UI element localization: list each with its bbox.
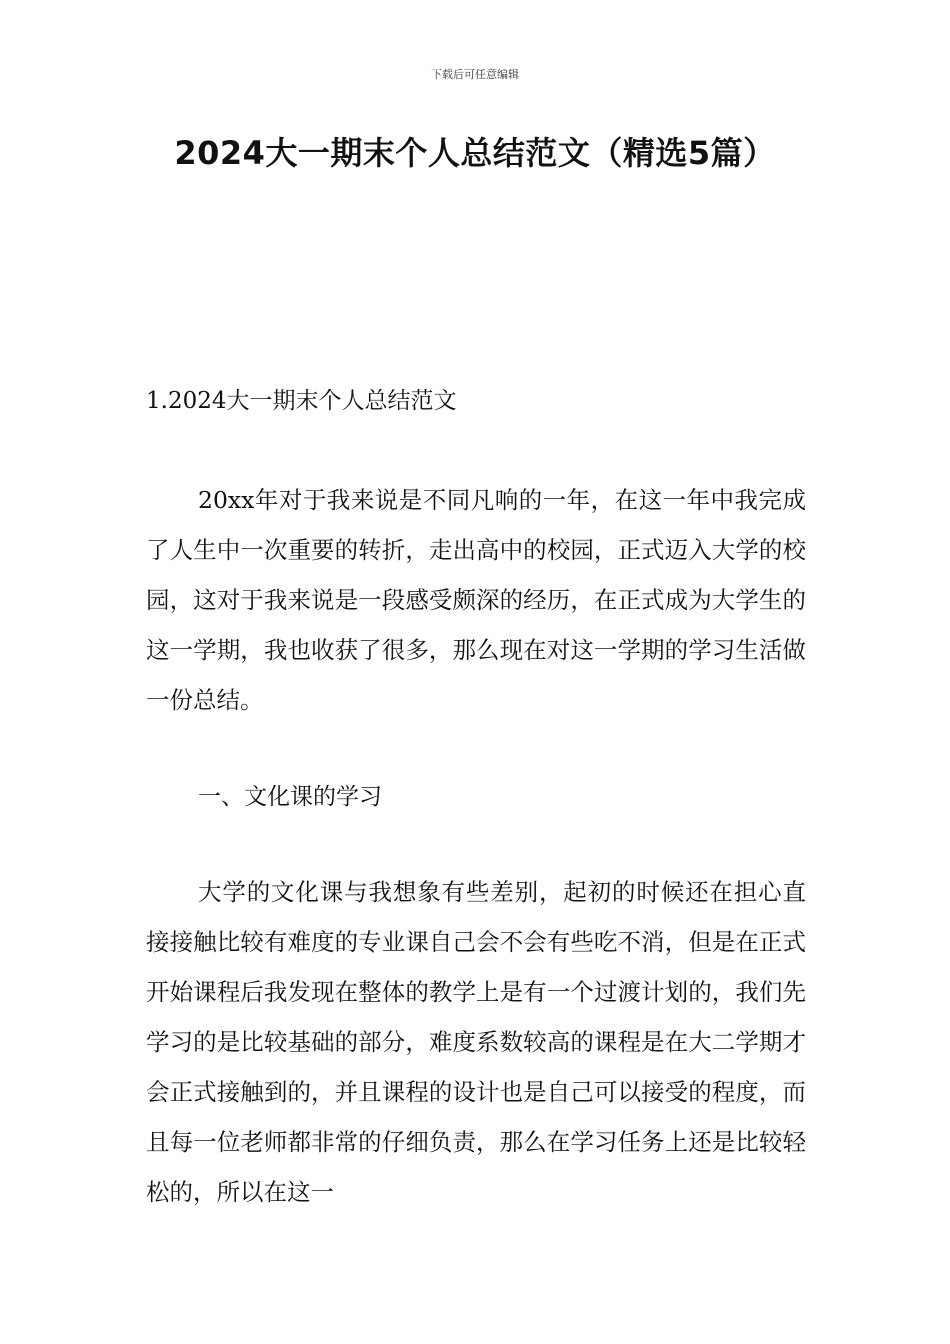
- document-title: 2024大一期末个人总结范文（精选5篇）: [174, 134, 776, 172]
- page-header-note: 下载后可任意编辑: [431, 68, 519, 81]
- section-heading: 1.2024大一期末个人总结范文: [146, 388, 457, 414]
- paragraph-1: 20xx年对于我来说是不同凡响的一年，在这一年中我完成了人生中一次重要的转折，走出高中的校园，正式迈入大学的校园，这对于我来说是一段感受颇深的经历，在正式成为大学生的这一学期，我也收获了很多，那么现在对这一学期的学习生活做一份总结。: [146, 486, 806, 714]
- subheading-culture-courses: 一、文化课的学习: [198, 784, 382, 810]
- paragraph-2: 大学的文化课与我想象有些差别，起初的时候还在担心直接接触比较有难度的专业课自己会不会有些吃不消，但是在正式开始课程后我发现在整体的教学上是有一个过渡计划的，我们先学习的是比较基础的部分，难度系数较高的课程是在大二学期才会正式接触到的，并且课程的设计也是自己可以接受的程度，而且每一位老师都非常的仔细负责，那么在学习任务上还是比较轻松的，所以在这一: [146, 878, 806, 1206]
